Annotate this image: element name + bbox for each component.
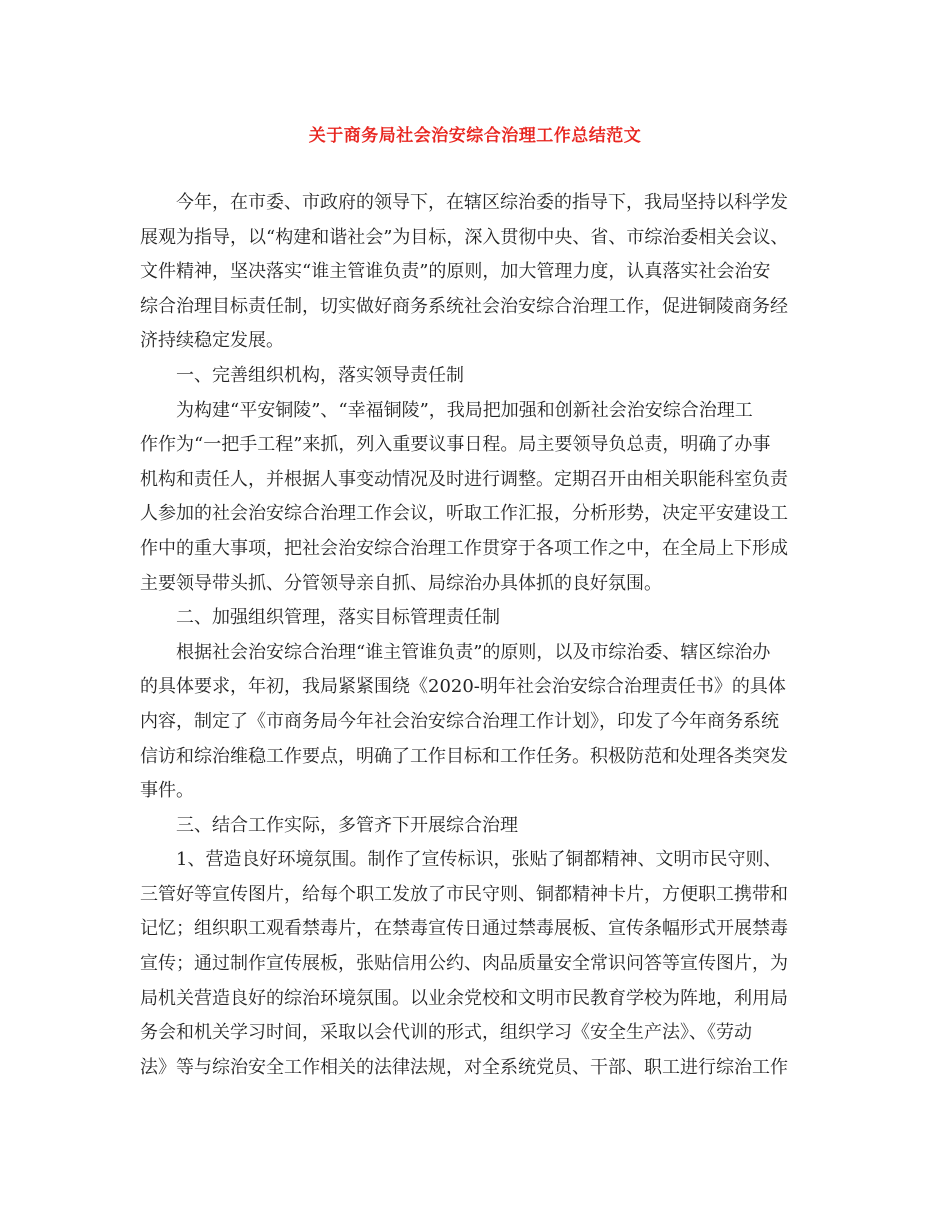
paragraph-line: 根据社会治安综合治理“谁主管谁负责”的原则，以及市综治委、辖区综治办 (176, 641, 771, 663)
paragraph-line: 事件。 (140, 780, 194, 802)
paragraph-line: 内容，制定了《市商务局今年社会治安综合治理工作计划》，印发了今年商务系统 (140, 710, 779, 732)
paragraph-line: 记忆；组织职工观看禁毒片，在禁毒宣传日通过禁毒展板、宣传条幅形式开展禁毒 (140, 918, 788, 940)
paragraph-line: 综合治理目标责任制，切实做好商务系统社会治安综合治理工作，促进铜陵商务经 (140, 295, 788, 317)
paragraph-line: 展观为指导，以“构建和谐社会”为目标，深入贯彻中央、省、市综治委相关会议、 (140, 226, 789, 248)
paragraph-line: 作作为“一把手工程”来抓，列入重要议事日程。局主要领导负总责，明确了办事 (140, 434, 771, 456)
paragraph-line: 作中的重大事项，把社会治安综合治理工作贯穿于各项工作之中，在全局上下形成 (140, 537, 788, 559)
document-title: 关于商务局社会治安综合治理工作总结范文 (308, 126, 642, 146)
paragraph-line: 宣传；通过制作宣传展板，张贴信用公约、肉品质量安全常识问答等宣传图片，为 (140, 953, 788, 975)
paragraph-line: 务会和机关学习时间，采取以会代训的形式，组织学习《安全生产法》、《劳动 (140, 1022, 752, 1044)
paragraph-line: 人参加的社会治安综合治理工作会议，听取工作汇报，分析形势，决定平安建设工 (140, 503, 788, 525)
document-body (140, 186, 830, 1085)
paragraph-line: 信访和综治维稳工作要点，明确了工作目标和工作任务。积极防范和处理各类突发 (140, 745, 788, 767)
paragraph-line: 主要领导带头抓、分管领导亲自抓、局综治办具体抓的良好氛围。 (140, 572, 662, 594)
paragraph-line: 法》等与综治安全工作相关的法律法规，对全系统党员、干部、职工进行综治工作 (140, 1056, 788, 1078)
paragraph-line: 三、结合工作实际，多管齐下开展综合治理 (176, 814, 518, 836)
paragraph-line: 1、营造良好环境氛围。制作了宣传标识，张贴了铜都精神、文明市民守则、 (176, 849, 782, 871)
paragraph-line: 的具体要求，年初，我局紧紧围绕《2020-明年社会治安综合治理责任书》的具体 (140, 676, 786, 698)
paragraph-line: 机构和责任人，并根据人事变动情况及时进行调整。定期召开由相关职能科室负责 (140, 468, 788, 490)
paragraph-line: 三管好等宣传图片，给每个职工发放了市民守则、铜都精神卡片，方便职工携带和 (140, 883, 788, 905)
paragraph-line: 今年，在市委、市政府的领导下，在辖区综治委的指导下，我局坚持以科学发 (176, 192, 788, 213)
paragraph-line: 一、完善组织机构，落实领导责任制 (176, 364, 464, 386)
paragraph-line: 二、加强组织管理，落实目标管理责任制 (176, 607, 500, 629)
paragraph-line: 文件精神，坚决落实“谁主管谁负责”的原则，加大管理力度，认真落实社会治安 (140, 261, 771, 283)
paragraph-line: 为构建“平安铜陵”、“幸福铜陵”，我局把加强和创新社会治安综合治理工 (176, 399, 753, 421)
paragraph-line: 济持续稳定发展。 (140, 330, 284, 352)
paragraph-line: 局机关营造良好的综治环境氛围。以业余党校和文明市民教育学校为阵地，利用局 (140, 987, 788, 1009)
